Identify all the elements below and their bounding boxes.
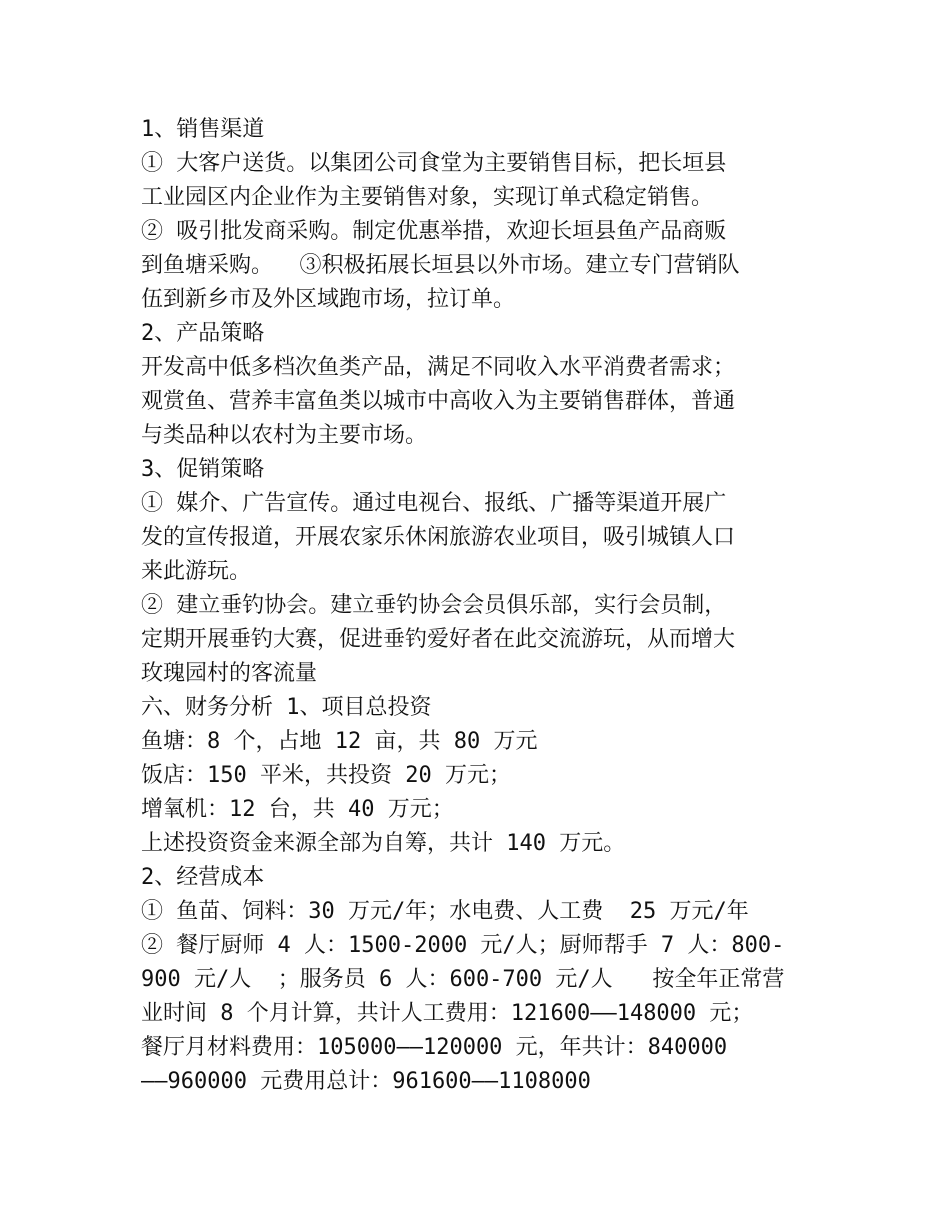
paragraph-line: 增氧机：12 台，共 40 万元； xyxy=(141,797,454,822)
paragraph-line: 鱼塘：8 个，占地 12 亩，共 80 万元 xyxy=(141,729,538,754)
paragraph-line: 上述投资资金来源全部为自筹，共计 140 万元。 xyxy=(141,831,626,856)
section-heading-promotion-strategy: 3、促销策略 xyxy=(141,457,265,482)
paragraph-line: 餐厅月材料费用：105000——120000 元，年共计：840000 xyxy=(141,1035,728,1060)
section-heading-sales-channels: 1、销售渠道 xyxy=(141,117,265,142)
paragraph-line: ② 建立垂钓协会。建立垂钓协会会员俱乐部，实行会员制， xyxy=(141,593,727,618)
paragraph-line: 业时间 8 个月计算，共计人工费用：121600——148000 元； xyxy=(141,1001,754,1026)
paragraph-line: 到鱼塘采购。 ③积极拓展长垣县以外市场。建立专门营销队 xyxy=(141,253,740,278)
paragraph-line: 900 元/人 ；服务员 6 人：600-700 元/人 按全年正常营 xyxy=(141,967,785,992)
paragraph-line: 伍到新乡市及外区域跑市场，拉订单。 xyxy=(141,287,516,312)
paragraph-line: ② 餐厅厨师 4 人：1500-2000 元/人；厨师帮手 7 人：800- xyxy=(141,933,785,958)
section-heading-operating-costs: 2、经营成本 xyxy=(141,865,265,890)
paragraph-line: 玫瑰园村的客流量 xyxy=(141,661,318,686)
paragraph-line: ② 吸引批发商采购。制定优惠举措，欢迎长垣县鱼产品商贩 xyxy=(141,219,727,244)
document-body xyxy=(141,113,821,1099)
paragraph-line: 开发高中低多档次鱼类产品，满足不同收入水平消费者需求； xyxy=(141,355,736,380)
paragraph-line: 饭店：150 平米，共投资 20 万元； xyxy=(141,763,511,788)
paragraph-line: 来此游玩。 xyxy=(141,559,252,584)
paragraph-line: 发的宣传报道，开展农家乐休闲旅游农业项目，吸引城镇人口 xyxy=(141,525,736,550)
paragraph-line: ① 鱼苗、饲料：30 万元/年；水电费、人工费 25 万元/年 xyxy=(141,899,749,924)
paragraph-line: ——960000 元费用总计：961600——1108000 xyxy=(141,1069,591,1094)
paragraph-line: 观赏鱼、营养丰富鱼类以城市中高收入为主要销售群体，普通 xyxy=(141,389,736,414)
paragraph-line: ① 媒介、广告宣传。通过电视台、报纸、广播等渠道开展广 xyxy=(141,491,727,516)
section-heading-product-strategy: 2、产品策略 xyxy=(141,321,265,346)
paragraph-line: 与类品种以农村为主要市场。 xyxy=(141,423,428,448)
paragraph-line: ① 大客户送货。以集团公司食堂为主要销售目标，把长垣县 xyxy=(141,151,727,176)
paragraph-line: 定期开展垂钓大赛，促进垂钓爱好者在此交流游玩，从而增大 xyxy=(141,627,736,652)
section-heading-financial-analysis: 六、财务分析 1、项目总投资 xyxy=(141,695,432,720)
paragraph-line: 工业园区内企业作为主要销售对象，实现订单式稳定销售。 xyxy=(141,185,714,210)
